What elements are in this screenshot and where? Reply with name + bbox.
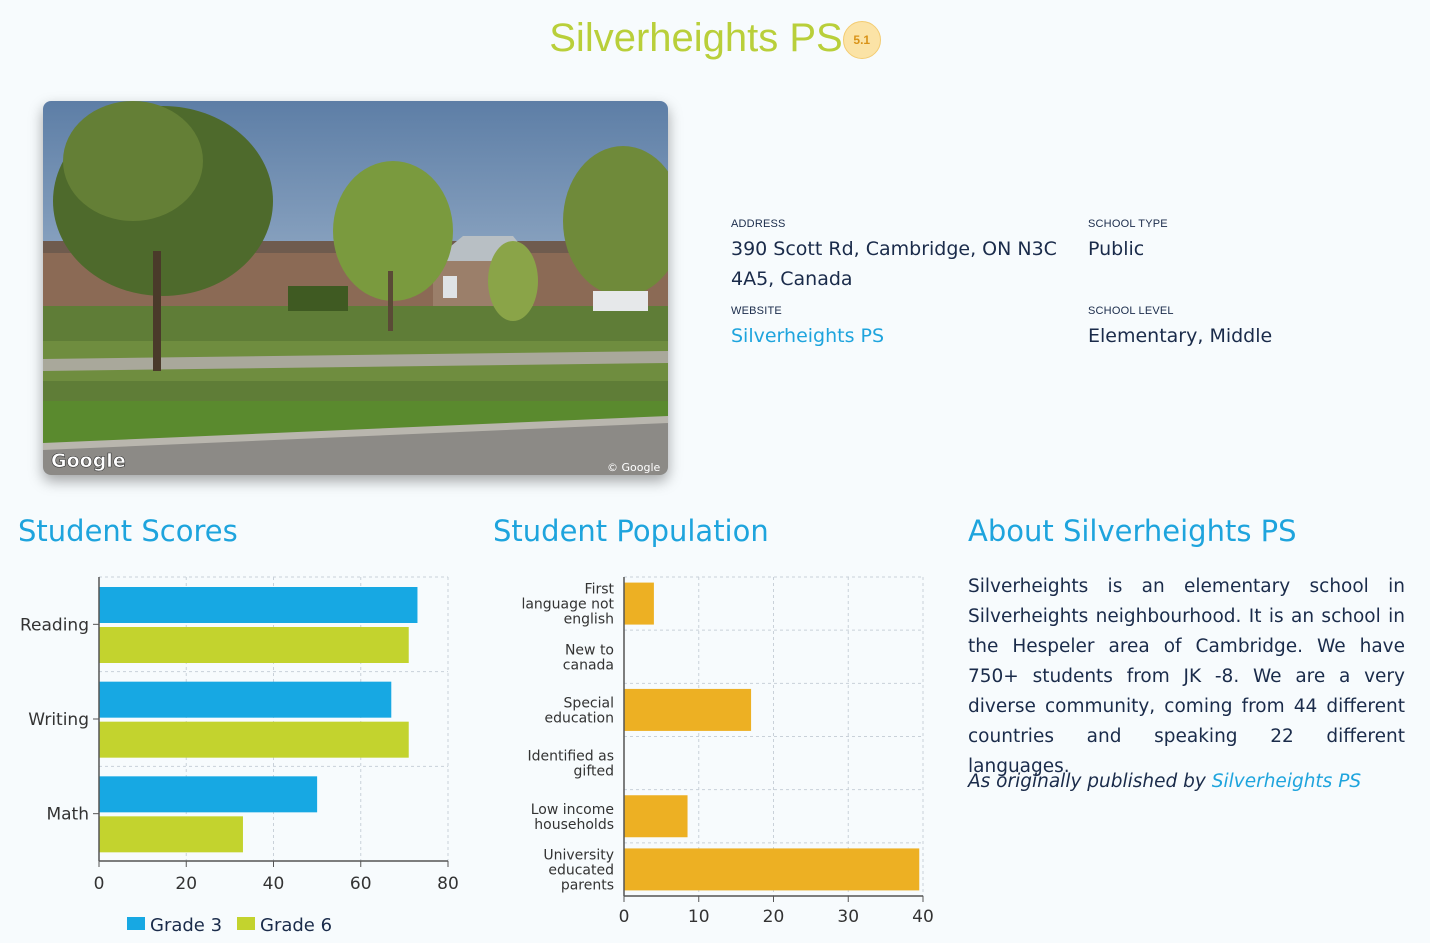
x-tick-label: 30	[837, 907, 860, 927]
school-type-label: SCHOOL TYPE	[1088, 218, 1168, 230]
google-watermark: Google	[51, 450, 126, 472]
student-population-title: Student Population	[493, 514, 769, 548]
y-category-label: canada	[562, 657, 614, 674]
bar-grade-3	[99, 682, 391, 718]
x-tick-label: 40	[262, 874, 285, 894]
school-type-value: Public	[1088, 238, 1145, 260]
about-source-link[interactable]: Silverheights PS	[1211, 771, 1362, 792]
y-category-label: Special	[563, 695, 614, 712]
y-category-label: Identified as	[527, 748, 614, 765]
y-category-label: Reading	[19, 615, 89, 636]
legend-label: Grade 6	[260, 915, 333, 936]
website-link[interactable]: Silverheights PS	[731, 325, 885, 347]
tree	[488, 241, 538, 321]
page-header	[0, 14, 1430, 64]
bar-population	[624, 795, 688, 837]
legend-label: Grade 3	[150, 915, 223, 936]
bar-grade-6	[99, 816, 243, 852]
bar-grade-3	[99, 587, 417, 623]
school-street-view-photo[interactable]	[43, 101, 668, 475]
bar-population	[624, 689, 751, 731]
bar-population	[624, 848, 919, 890]
x-tick-label: 40	[912, 907, 934, 927]
y-category-label: Writing	[28, 710, 89, 730]
bar-grade-3	[99, 776, 317, 812]
y-category-label: parents	[560, 877, 614, 894]
legend-swatch	[237, 917, 255, 930]
address-label: ADDRESS	[731, 218, 786, 230]
y-category-label: Low income	[530, 801, 614, 818]
about-description: Silverheights is an elementary school in Silverheights neighbourhood. It is an school in the Hespeler area of Cambridge. We have 750+ students from JK -8. We are a very diverse community, coming from 44 different countries and speaking 22 different languages.	[968, 576, 1405, 777]
x-tick-label: 20	[175, 874, 198, 894]
about-source-prefix: As originally published by	[968, 771, 1206, 792]
website-label: WEBSITE	[731, 305, 782, 317]
school-level-label: SCHOOL LEVEL	[1088, 305, 1174, 317]
student-scores-title: Student Scores	[18, 514, 238, 548]
y-category-label: education	[544, 710, 614, 727]
y-category-label: Math	[46, 804, 89, 825]
about-title: About Silverheights PS	[968, 514, 1297, 548]
school-title: Silverheights PS	[549, 16, 843, 60]
y-category-label: University	[543, 847, 614, 864]
x-tick-label: 0	[93, 874, 105, 894]
y-category-label: New to	[564, 642, 614, 659]
y-category-label: households	[534, 816, 614, 833]
student-scores-chart	[0, 565, 470, 943]
bar-grade-6	[99, 627, 409, 663]
x-tick-label: 0	[618, 907, 630, 927]
address-line-2: 4A5, Canada	[731, 268, 853, 290]
x-tick-label: 80	[437, 874, 459, 894]
bar-grade-6	[99, 722, 409, 758]
y-category-label: First	[584, 581, 614, 598]
y-category-label: gifted	[573, 763, 614, 780]
google-copyright: © Google	[607, 461, 661, 474]
about-source	[968, 771, 1361, 792]
y-category-label: educated	[548, 862, 614, 879]
student-population-chart	[470, 565, 950, 943]
bar-population	[624, 583, 654, 625]
school-level-value: Elementary, Middle	[1088, 325, 1273, 347]
y-category-label: language not	[521, 596, 614, 613]
legend-swatch	[127, 917, 145, 930]
x-tick-label: 60	[349, 874, 372, 894]
y-category-label: english	[563, 611, 614, 628]
rating-badge[interactable]: 5.1	[843, 21, 881, 59]
x-tick-label: 10	[687, 907, 710, 927]
address-line-1: 390 Scott Rd, Cambridge, ON N3C	[731, 238, 1057, 260]
x-tick-label: 20	[762, 907, 785, 927]
